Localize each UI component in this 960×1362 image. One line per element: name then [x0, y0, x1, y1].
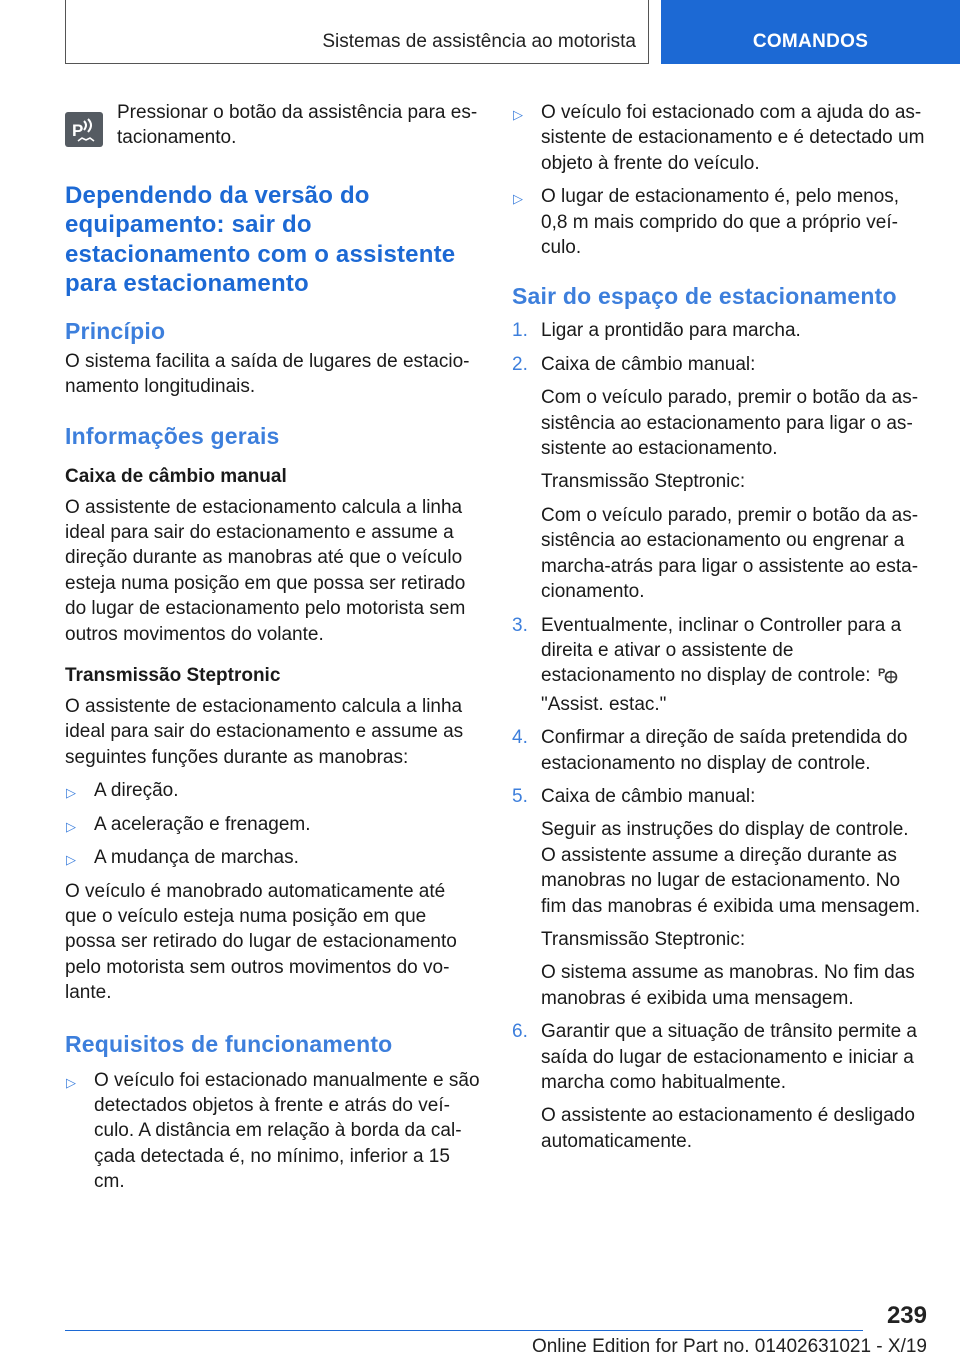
- triangle-bullet-icon: ▷: [66, 1074, 76, 1090]
- page-number: 239: [886, 1302, 927, 1329]
- exit-heading: Sair do espaço de estacionamento: [512, 283, 897, 310]
- step-number: 4.: [512, 727, 528, 749]
- step-number: 6.: [512, 1021, 528, 1043]
- right-column: [512, 100, 927, 1162]
- footer-edition: Online Edition for Part no. 01402631021 - X/19: [531, 1336, 927, 1357]
- step-item: 2. Caixa de câmbio manual: Com o veículo parado, premir o botão da assistência ao estacionamento para ligar o assistente ao estacionamento. Transmissão Steptronic: Com o veículo parado, premir o botão da assistência ao estacionamento ou engrenar a marcha-atrás para ligar o assistente ao estacionamento.: [512, 353, 919, 603]
- principle-heading: Princípio: [65, 317, 166, 344]
- intro-text: Pressionar o botão da assistência para estacionamento.: [117, 102, 478, 149]
- manual-gearbox-heading: Caixa de câmbio manual: [65, 465, 287, 487]
- main-heading: Dependendo da versão do equipamento: sair do estacionamento com o assistente para estacionamento: [65, 181, 456, 298]
- park-assist-icon: [877, 664, 899, 691]
- triangle-bullet-icon: ▷: [66, 818, 76, 834]
- requirements-list-left: [65, 1068, 480, 1195]
- principle-text: O sistema facilita a saída de lugares de estacionamento longitudinais.: [65, 350, 470, 398]
- svg-text:P: P: [877, 667, 885, 680]
- header-frame: [65, 0, 649, 64]
- triangle-bullet-icon: ▷: [66, 785, 76, 801]
- step-number: 2.: [512, 353, 528, 375]
- steptronic-after-text: O veículo é manobrado automaticamente até que o veículo esteja numa posição em que possa ser retirado do lugar de estacionamento pelo motorista sem outros movimentos do volante.: [65, 880, 457, 1004]
- park-assist-button-icon: [65, 112, 103, 147]
- step-number: 3.: [512, 614, 528, 636]
- manual-gearbox-text: O assistente de estacionamento calcula a linha ideal para sair do estacionamento e assume a direção durante as manobras até que o veículo esteja numa posição em que possa ser retirado do lugar de estacionamento pelo motorista sem outros movimentos do volante.: [65, 496, 466, 645]
- steptronic-list: [65, 778, 480, 870]
- left-column: [65, 100, 480, 1203]
- triangle-bullet-icon: ▷: [66, 852, 76, 868]
- svg-text:P: P: [72, 121, 84, 140]
- step-item: 5. Caixa de câmbio manual: Seguir as instruções do display de controle. O assistente assume a direção durante as manobras no lugar de estacionamento. No fim das manobras é exibida uma mensagem. Transmissão Steptronic: O sistema assume as manobras. No fim das manobras é exibida uma mensagem.: [512, 785, 921, 1009]
- step-number: 5.: [512, 785, 528, 807]
- list-item: ▷ O veículo foi estacionado com a ajuda do assistente de estacionamento e é detectado um objeto à frente do veículo.: [513, 102, 925, 174]
- step-item: 6. Garantir que a situação de trânsito permite a saída do lugar de estacionamento e iniciar a marcha como habitualmente. O assistente ao estacionamento é desligado automaticamente.: [512, 1021, 917, 1152]
- chapter-tab: COMANDOS: [661, 0, 960, 64]
- list-item: ▷ O lugar de estacionamento é, pelo menos, 0,8 m mais comprido do que a próprio veículo.: [513, 186, 900, 259]
- list-item: ▷ A direção.: [65, 778, 480, 803]
- step-item: 4. Confirmar a direção de saída pretendida do estacionamento no display de controle.: [512, 727, 908, 774]
- steptronic-text: O assistente de estacionamento calcula a linha ideal para sair do estacionamento e assume as seguintes funções durante as manobras:: [65, 696, 464, 768]
- requirements-list-right: [512, 100, 927, 260]
- triangle-bullet-icon: ▷: [513, 191, 523, 207]
- list-item: ▷ O veículo foi estacionado manualmente e são detectados objetos à frente e atrás do veículo. A distância em relação à borda da calçada detectada é, no mínimo, inferior a 15 cm.: [66, 1069, 480, 1193]
- requirements-heading: Requisitos de funcionamento: [65, 1030, 393, 1057]
- section-title: Sistemas de assistência ao motorista: [322, 31, 636, 52]
- triangle-bullet-icon: ▷: [513, 107, 523, 122]
- step-number: 1.: [512, 320, 528, 342]
- step-item: 3. Eventualmente, inclinar o Controller para a direita e ativar o assistente de estacionamento no display de controle: P "Assist. estac.": [512, 614, 902, 715]
- step-item: 1. Ligar a prontidão para marcha.: [512, 318, 927, 343]
- footer-divider: [65, 1330, 863, 1331]
- list-item: ▷ A mudança de marchas.: [65, 845, 480, 870]
- list-item: ▷ A aceleração e frenagem.: [65, 812, 480, 837]
- exit-steps: [512, 318, 927, 1154]
- intro-block: [65, 100, 480, 151]
- steptronic-heading: Transmissão Steptronic: [65, 665, 281, 687]
- general-info-heading: Informações gerais: [65, 422, 280, 449]
